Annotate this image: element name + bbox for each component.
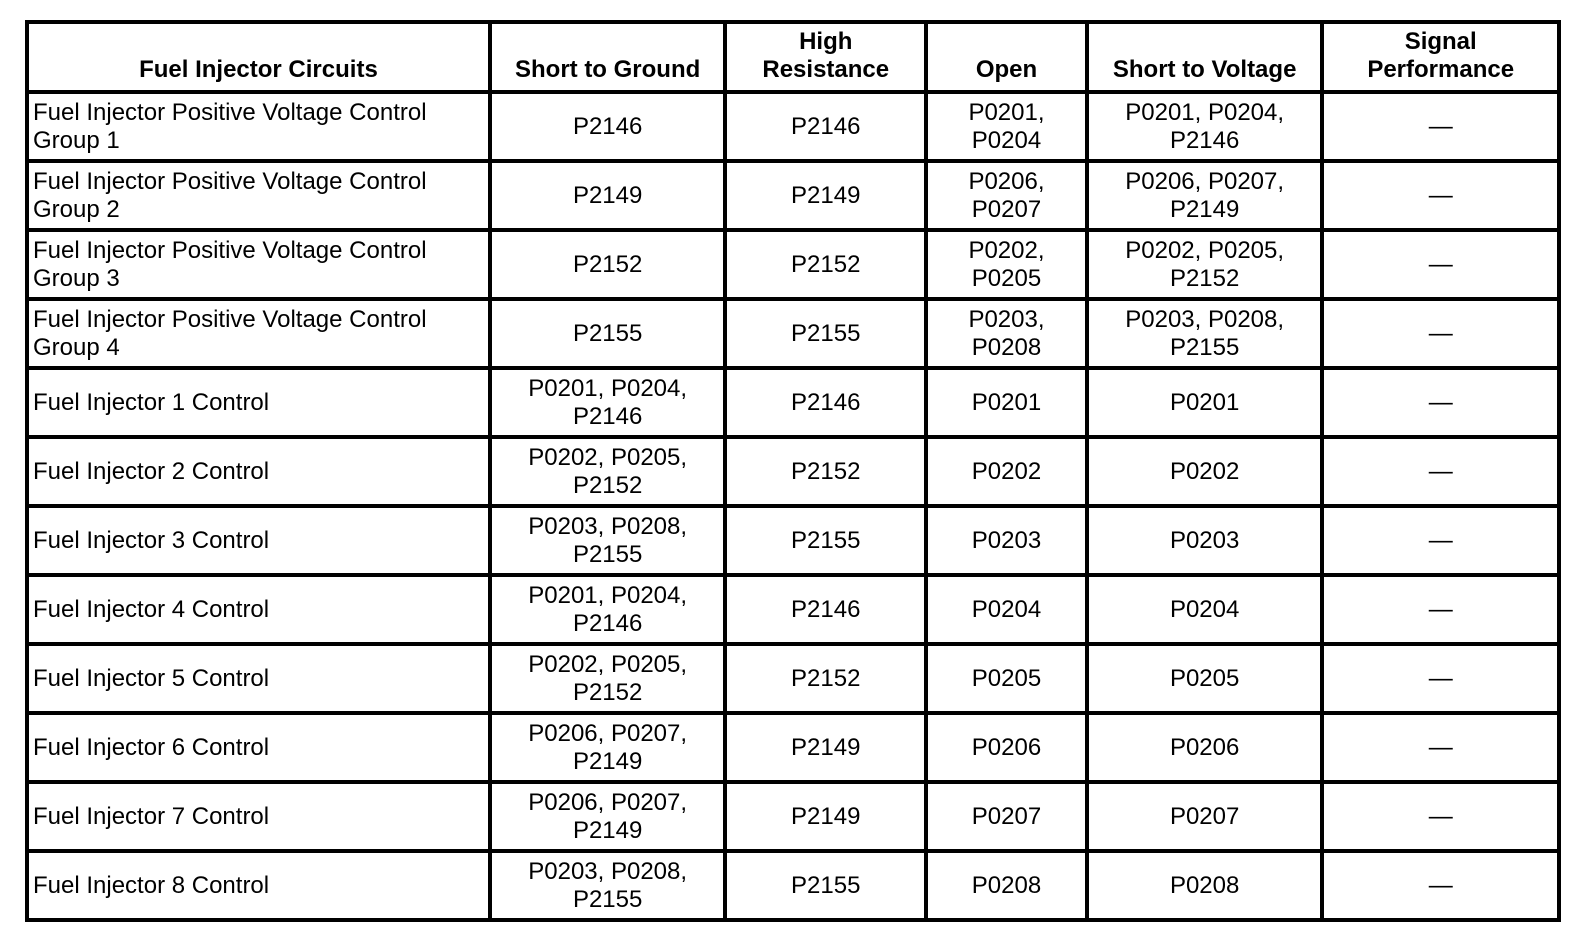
table-row bbox=[27, 506, 1559, 575]
table-row bbox=[27, 644, 1559, 713]
cell-high-resistance: P2155 bbox=[725, 506, 926, 575]
cell-short-to-voltage: P0203, P0208, P2155 bbox=[1087, 299, 1323, 368]
cell-short-to-voltage: P0201, P0204, P2146 bbox=[1087, 92, 1323, 161]
cell-high-resistance: P2152 bbox=[725, 437, 926, 506]
cell-signal-performance: — bbox=[1322, 161, 1559, 230]
cell-circuit: Fuel Injector Positive Voltage Control Group 2 bbox=[27, 161, 490, 230]
dtc-table-container bbox=[25, 20, 1561, 922]
cell-signal-performance: — bbox=[1322, 713, 1559, 782]
cell-open: P0206 bbox=[926, 713, 1087, 782]
cell-signal-performance: — bbox=[1322, 644, 1559, 713]
header-row bbox=[27, 22, 1559, 92]
table-row bbox=[27, 437, 1559, 506]
cell-high-resistance: P2149 bbox=[725, 713, 926, 782]
header-high-resistance: High Resistance bbox=[725, 22, 926, 92]
header-open: Open bbox=[926, 22, 1087, 92]
cell-short-to-ground: P0201, P0204, P2146 bbox=[490, 368, 726, 437]
cell-short-to-voltage: P0206, P0207, P2149 bbox=[1087, 161, 1323, 230]
cell-circuit: Fuel Injector Positive Voltage Control Group 4 bbox=[27, 299, 490, 368]
cell-short-to-voltage: P0201 bbox=[1087, 368, 1323, 437]
cell-signal-performance: — bbox=[1322, 230, 1559, 299]
cell-circuit: Fuel Injector 4 Control bbox=[27, 575, 490, 644]
cell-open: P0203 bbox=[926, 506, 1087, 575]
cell-short-to-ground: P0203, P0208, P2155 bbox=[490, 851, 726, 920]
cell-signal-performance: — bbox=[1322, 506, 1559, 575]
table-row bbox=[27, 92, 1559, 161]
table-row bbox=[27, 851, 1559, 920]
cell-high-resistance: P2152 bbox=[725, 230, 926, 299]
cell-open: P0202, P0205 bbox=[926, 230, 1087, 299]
table-row bbox=[27, 299, 1559, 368]
cell-short-to-ground: P0206, P0207, P2149 bbox=[490, 782, 726, 851]
cell-open: P0201 bbox=[926, 368, 1087, 437]
cell-short-to-voltage: P0208 bbox=[1087, 851, 1323, 920]
table-row bbox=[27, 782, 1559, 851]
cell-high-resistance: P2149 bbox=[725, 782, 926, 851]
cell-short-to-voltage: P0202, P0205, P2152 bbox=[1087, 230, 1323, 299]
cell-signal-performance: — bbox=[1322, 437, 1559, 506]
cell-signal-performance: — bbox=[1322, 299, 1559, 368]
cell-high-resistance: P2149 bbox=[725, 161, 926, 230]
cell-short-to-ground: P2146 bbox=[490, 92, 726, 161]
cell-short-to-ground: P0206, P0207, P2149 bbox=[490, 713, 726, 782]
cell-high-resistance: P2146 bbox=[725, 575, 926, 644]
cell-high-resistance: P2155 bbox=[725, 299, 926, 368]
cell-short-to-ground: P2155 bbox=[490, 299, 726, 368]
cell-circuit: Fuel Injector 5 Control bbox=[27, 644, 490, 713]
cell-short-to-voltage: P0202 bbox=[1087, 437, 1323, 506]
cell-circuit: Fuel Injector 8 Control bbox=[27, 851, 490, 920]
cell-short-to-ground: P2152 bbox=[490, 230, 726, 299]
table-row bbox=[27, 161, 1559, 230]
cell-circuit: Fuel Injector Positive Voltage Control Group 1 bbox=[27, 92, 490, 161]
cell-high-resistance: P2146 bbox=[725, 92, 926, 161]
cell-circuit: Fuel Injector 1 Control bbox=[27, 368, 490, 437]
header-short-to-ground: Short to Ground bbox=[490, 22, 726, 92]
cell-signal-performance: — bbox=[1322, 368, 1559, 437]
cell-open: P0208 bbox=[926, 851, 1087, 920]
dtc-table bbox=[25, 20, 1561, 922]
cell-short-to-voltage: P0207 bbox=[1087, 782, 1323, 851]
header-short-to-voltage: Short to Voltage bbox=[1087, 22, 1323, 92]
cell-short-to-ground: P2149 bbox=[490, 161, 726, 230]
cell-circuit: Fuel Injector 6 Control bbox=[27, 713, 490, 782]
cell-signal-performance: — bbox=[1322, 575, 1559, 644]
cell-short-to-ground: P0202, P0205, P2152 bbox=[490, 644, 726, 713]
table-row bbox=[27, 230, 1559, 299]
cell-short-to-voltage: P0204 bbox=[1087, 575, 1323, 644]
header-signal-performance: Signal Performance bbox=[1322, 22, 1559, 92]
cell-open: P0207 bbox=[926, 782, 1087, 851]
header-fuel-injector-circuits: Fuel Injector Circuits bbox=[27, 22, 490, 92]
cell-high-resistance: P2152 bbox=[725, 644, 926, 713]
cell-short-to-voltage: P0203 bbox=[1087, 506, 1323, 575]
table-row bbox=[27, 713, 1559, 782]
cell-short-to-voltage: P0206 bbox=[1087, 713, 1323, 782]
cell-short-to-ground: P0201, P0204, P2146 bbox=[490, 575, 726, 644]
table-body bbox=[27, 92, 1559, 920]
cell-circuit: Fuel Injector 7 Control bbox=[27, 782, 490, 851]
cell-signal-performance: — bbox=[1322, 782, 1559, 851]
cell-short-to-voltage: P0205 bbox=[1087, 644, 1323, 713]
cell-circuit: Fuel Injector Positive Voltage Control Group 3 bbox=[27, 230, 490, 299]
cell-open: P0206, P0207 bbox=[926, 161, 1087, 230]
cell-open: P0205 bbox=[926, 644, 1087, 713]
cell-short-to-ground: P0203, P0208, P2155 bbox=[490, 506, 726, 575]
cell-open: P0202 bbox=[926, 437, 1087, 506]
cell-short-to-ground: P0202, P0205, P2152 bbox=[490, 437, 726, 506]
table-row bbox=[27, 368, 1559, 437]
cell-signal-performance: — bbox=[1322, 851, 1559, 920]
table-row bbox=[27, 575, 1559, 644]
cell-circuit: Fuel Injector 3 Control bbox=[27, 506, 490, 575]
cell-signal-performance: — bbox=[1322, 92, 1559, 161]
cell-circuit: Fuel Injector 2 Control bbox=[27, 437, 490, 506]
cell-high-resistance: P2155 bbox=[725, 851, 926, 920]
cell-high-resistance: P2146 bbox=[725, 368, 926, 437]
cell-open: P0204 bbox=[926, 575, 1087, 644]
cell-open: P0203, P0208 bbox=[926, 299, 1087, 368]
cell-open: P0201, P0204 bbox=[926, 92, 1087, 161]
